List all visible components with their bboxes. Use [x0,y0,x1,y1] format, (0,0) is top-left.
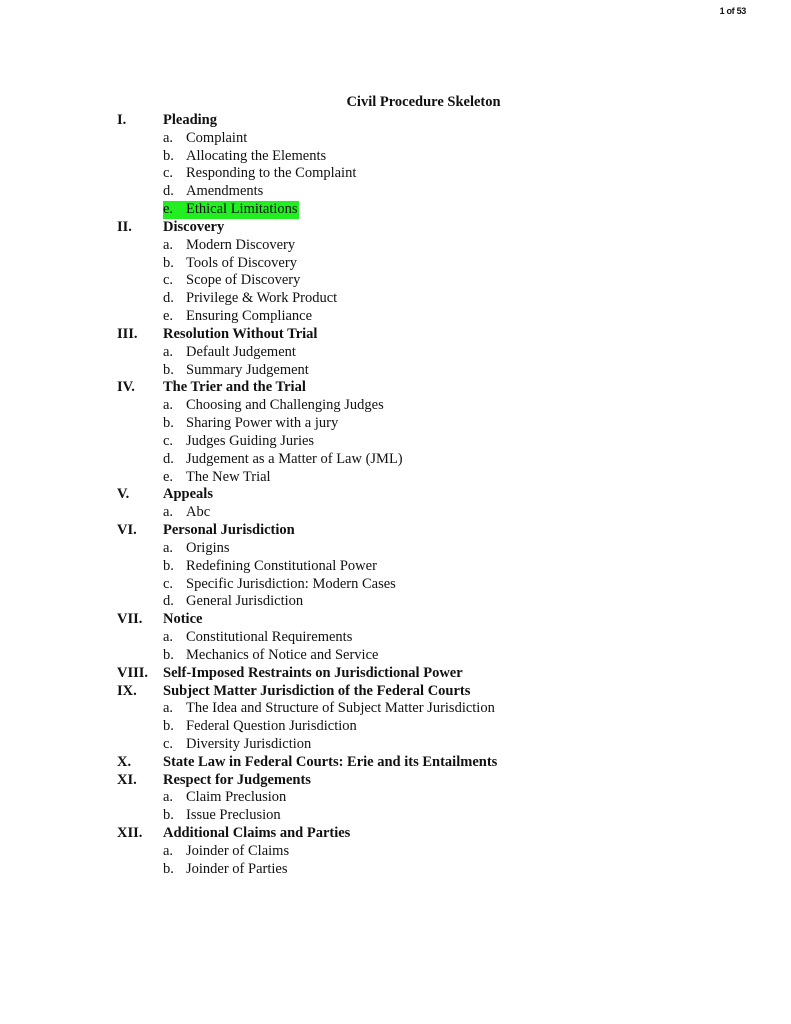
item-letter: b. [163,415,174,432]
section-heading-line [0,772,791,790]
section-heading-line [0,219,791,237]
subitem [163,629,352,647]
item-text: Diversity Jurisdiction [186,735,312,752]
outline-item [0,789,791,807]
page-indicator: 1 of 53 [719,6,746,16]
item-letter: d. [163,450,174,467]
item-text: Origins [186,539,230,556]
outline-item [0,183,791,201]
section-heading-line [0,665,791,683]
outline-item [0,165,791,183]
item-text: Mechanics of Notice and Service [186,646,379,663]
item-letter: c. [163,432,174,449]
item-text: Responding to the Complaint [186,165,357,182]
subitem [163,165,356,183]
section-number: XII. [117,825,143,842]
outline-item [0,237,791,255]
item-text: Federal Question Jurisdiction [186,718,357,735]
outline-item [0,700,791,718]
item-text: Amendments [186,183,264,200]
item-letter: b. [163,361,174,378]
section-number: III. [117,325,138,342]
item-letter: b. [163,646,174,663]
item-text: General Jurisdiction [186,593,304,610]
item-letter: a. [163,343,174,360]
section-number: X. [117,753,132,770]
item-text: Scope of Discovery [186,272,301,289]
subitem [163,451,403,469]
subitem [163,807,281,825]
outline-item [0,272,791,290]
item-letter: e. [163,201,174,218]
section-heading: State Law in Federal Courts: Erie and its Entailments [163,753,498,770]
outline-item [0,415,791,433]
outline-item [0,576,791,594]
item-letter: a. [163,504,174,521]
section-heading-line [0,611,791,629]
item-text: Summary Judgement [186,361,309,378]
outline-item [0,558,791,576]
section-heading: Additional Claims and Parties [163,825,351,842]
outline-item [0,201,791,219]
section-number: II. [117,218,132,235]
item-letter: c. [163,272,174,289]
item-letter: d. [163,593,174,610]
section-heading: Pleading [163,112,217,128]
item-text: Choosing and Challenging Judges [186,397,384,414]
subitem [163,362,309,380]
item-text: Joinder of Claims [186,842,290,859]
item-text: Privilege & Work Product [186,290,338,307]
item-letter: d. [163,183,174,200]
subitem [163,255,297,273]
section-heading: Personal Jurisdiction [163,522,295,539]
item-text: Ensuring Compliance [186,308,313,325]
outline-item [0,843,791,861]
section-number: VIII. [117,664,149,681]
outline-item [0,861,791,879]
outline-item [0,807,791,825]
section-number: VI. [117,522,137,539]
item-letter: b. [163,147,174,164]
outline-item [0,130,791,148]
item-text: Specific Jurisdiction: Modern Cases [186,575,396,592]
outline-item [0,255,791,273]
item-text: Modern Discovery [186,236,296,253]
subitem [163,861,287,879]
outline-item [0,397,791,415]
item-text: Complaint [186,129,248,146]
item-text: Ethical Limitations [186,201,298,218]
section-heading: Resolution Without Trial [163,325,318,342]
outline-item [0,540,791,558]
subitem [163,576,396,594]
item-text: Tools of Discovery [186,254,297,271]
section-heading-line [0,522,791,540]
section-number: I. [117,112,127,128]
item-letter: a. [163,129,174,146]
subitem [163,415,338,433]
item-text: Issue Preclusion [186,807,281,824]
subitem [163,290,337,308]
subitem [163,397,384,415]
outline-item [0,451,791,469]
section-heading-line [0,486,791,504]
subitem [163,308,312,326]
item-letter: e. [163,468,174,485]
item-text: Joinder of Parties [186,860,288,877]
subitem [163,504,210,522]
item-letter: e. [163,308,174,325]
item-letter: c. [163,165,174,182]
item-letter: a. [163,789,174,806]
item-text: Judgement as a Matter of Law (JML) [186,450,403,467]
subitem [163,558,377,576]
highlighted-item [163,201,299,219]
item-letter: a. [163,539,174,556]
section-number: IV. [117,379,135,396]
outline-item [0,629,791,647]
item-text: Constitutional Requirements [186,629,353,646]
section-heading-line [0,754,791,772]
section-number: XI. [117,771,137,788]
subitem [163,647,378,665]
item-letter: a. [163,700,174,717]
section-number: V. [117,486,130,503]
outline-item [0,504,791,522]
subitem [163,433,314,451]
section-heading: The Trier and the Trial [163,379,306,396]
subitem [163,183,263,201]
section-number: IX. [117,682,137,699]
item-letter: a. [163,842,174,859]
section-heading: Subject Matter Jurisdiction of the Federal Courts [163,682,471,699]
subitem [163,736,311,754]
subitem [163,540,230,558]
item-letter: d. [163,290,174,307]
item-letter: b. [163,718,174,735]
outline-item [0,647,791,665]
subitem [163,272,300,290]
item-letter: a. [163,629,174,646]
item-text: Abc [186,504,211,521]
subitem [163,469,271,487]
item-text: Claim Preclusion [186,789,287,806]
subitem [163,789,286,807]
outline-item [0,290,791,308]
section-heading-line [0,326,791,344]
outline-item [0,344,791,362]
item-text: The Idea and Structure of Subject Matter Jurisdiction [186,700,495,717]
outline-item [0,469,791,487]
section-heading-line [0,825,791,843]
subitem [163,237,295,255]
item-text: Redefining Constitutional Power [186,557,377,574]
item-letter: b. [163,807,174,824]
item-letter: b. [163,860,174,877]
section-heading-line [0,683,791,701]
item-letter: b. [163,557,174,574]
item-text: Allocating the Elements [186,147,327,164]
outline-item [0,718,791,736]
item-letter: a. [163,397,174,414]
section-heading: Self-Imposed Restraints on Jurisdictional Power [163,664,463,681]
item-text: The New Trial [186,468,271,485]
item-letter: a. [163,236,174,253]
document-title: Civil Procedure Skeleton [346,94,501,110]
section-heading-line [0,379,791,397]
subitem [163,718,357,736]
subitem [163,148,326,166]
item-letter: c. [163,575,174,592]
subitem [163,700,495,718]
item-text: Sharing Power with a jury [186,415,339,432]
outline-item [0,736,791,754]
subitem [163,593,303,611]
outline [0,112,791,879]
outline-item [0,593,791,611]
section-heading: Notice [163,611,203,628]
section-heading: Respect for Judgements [163,771,311,788]
item-letter: b. [163,254,174,271]
section-heading: Discovery [163,218,225,235]
item-letter: c. [163,735,174,752]
outline-item [0,308,791,326]
outline-item [0,362,791,380]
subitem [163,843,289,861]
section-heading: Appeals [163,486,213,503]
subitem [163,344,296,362]
subitem [163,130,247,148]
section-number: VII. [117,611,143,628]
item-text: Default Judgement [186,343,296,360]
outline-item [0,148,791,166]
section-heading-line [0,112,791,130]
outline-item [0,433,791,451]
item-text: Judges Guiding Juries [186,432,315,449]
